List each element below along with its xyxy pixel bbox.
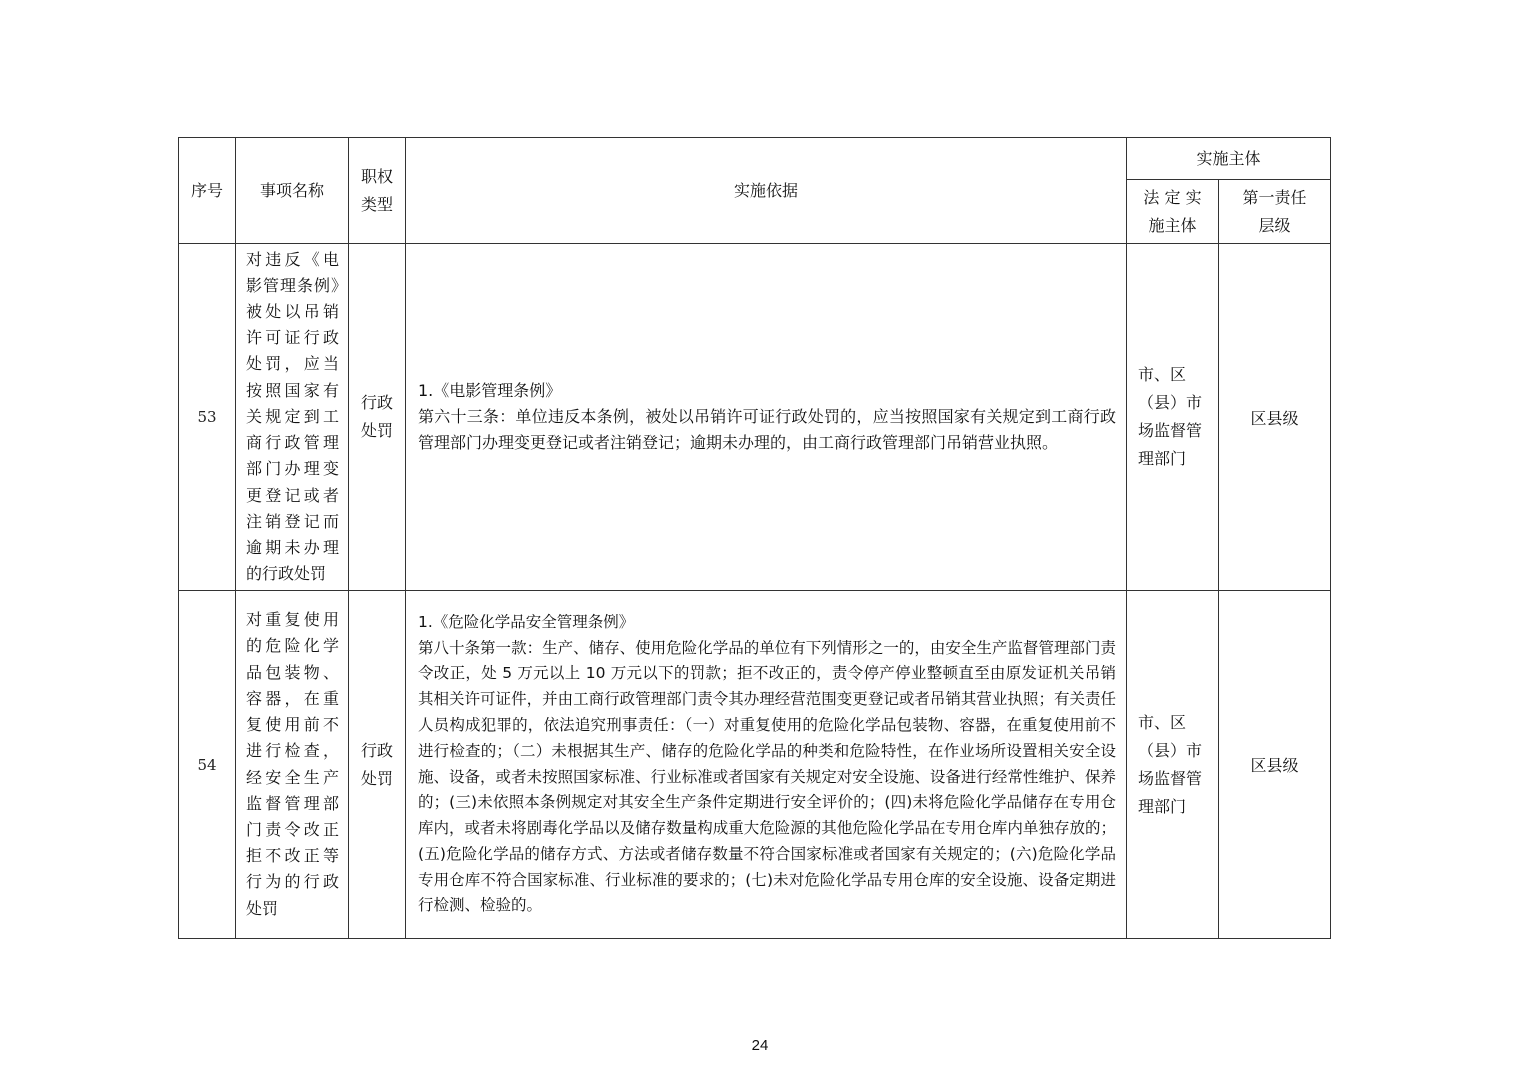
- basis-text: 第八十条第一款：生产、储存、使用危险化学品的单位有下列情形之一的，由安全生产监督管理部门责令改正，处 5 万元以上 10 万元以下的罚款；拒不改正的，责令停产停业整顿直至由原发证机关吊销其相关许可证件，并由工商行政管理部门责令其办理经营范围变更登记或者吊销其营业执照；有关责任人员构成犯罪的，依法追究刑事责任：（一）对重复使用的危险化学品包装物、容器，在重复使用前不进行检查的；（二）未根据其生产、储存的危险化学品的种类和危险特性，在作业场所设置相关安全设施、设备，或者未按照国家标准、行业标准或者国家有关规定对安全设施、设备进行经常性维护、保养的；(三)未依照本条例规定对其安全生产条件定期进行安全评价的；(四)未将危险化学品储存在专用仓库内，或者未将剧毒化学品以及储存数量构成重大危险源的其他危险化学品在专用仓库内单独存放的；(五)危险化学品的储存方式、方法或者储存数量不符合国家标准或者国家有关规定的；(六)危险化学品专用仓库不符合国家标准、行业标准的要求的；(七)未对危险化学品专用仓库的安全设施、设备定期进行检测、检验的。: [418, 638, 1116, 915]
- header-name: 事项名称: [236, 138, 349, 244]
- table-row: [179, 591, 1331, 939]
- header-type: 职权类型: [349, 138, 406, 244]
- header-row-1: [179, 138, 1331, 180]
- header-legal-subject: 法 定 实施主体: [1127, 180, 1219, 244]
- header-first-level: 第一责任层级: [1219, 180, 1331, 244]
- header-seq: 序号: [179, 138, 236, 244]
- row-name: 对违反《电影管理条例》被处以吊销许可证行政处罚，应当按照国家有关规定到工商行政管理部门办理变更登记或者注销登记而逾期未办理的行政处罚: [236, 244, 349, 591]
- header-subject-group: 实施主体: [1127, 138, 1331, 180]
- basis-text: 第六十三条：单位违反本条例，被处以吊销许可证行政处罚的，应当按照国家有关规定到工商行政管理部门办理变更登记或者注销登记；逾期未办理的，由工商行政管理部门吊销营业执照。: [418, 407, 1116, 452]
- basis-law-title: 1.《危险化学品安全管理条例》: [418, 612, 635, 631]
- row-basis: [406, 244, 1127, 591]
- row-name: 对重复使用的危险化学品包装物、容器，在重复使用前不进行检查，经安全生产监督管理部门责令改正拒不改正等行为的行政处罚: [236, 591, 349, 939]
- row-seq: 53: [179, 244, 236, 591]
- row-basis: [406, 591, 1127, 939]
- row-seq: 54: [179, 591, 236, 939]
- row-subject: 市、区（县）市场监督管理部门: [1127, 591, 1219, 939]
- page-number: 24: [751, 1037, 769, 1054]
- basis-law-title: 1.《电影管理条例》: [418, 381, 562, 400]
- row-type: 行政处罚: [349, 244, 406, 591]
- header-basis: 实施依据: [406, 138, 1127, 244]
- row-level: 区县级: [1219, 591, 1331, 939]
- row-subject: 市、区（县）市场监督管理部门: [1127, 244, 1219, 591]
- table-row: [179, 244, 1331, 591]
- authority-table: [178, 137, 1331, 939]
- row-level: 区县级: [1219, 244, 1331, 591]
- row-type: 行政处罚: [349, 591, 406, 939]
